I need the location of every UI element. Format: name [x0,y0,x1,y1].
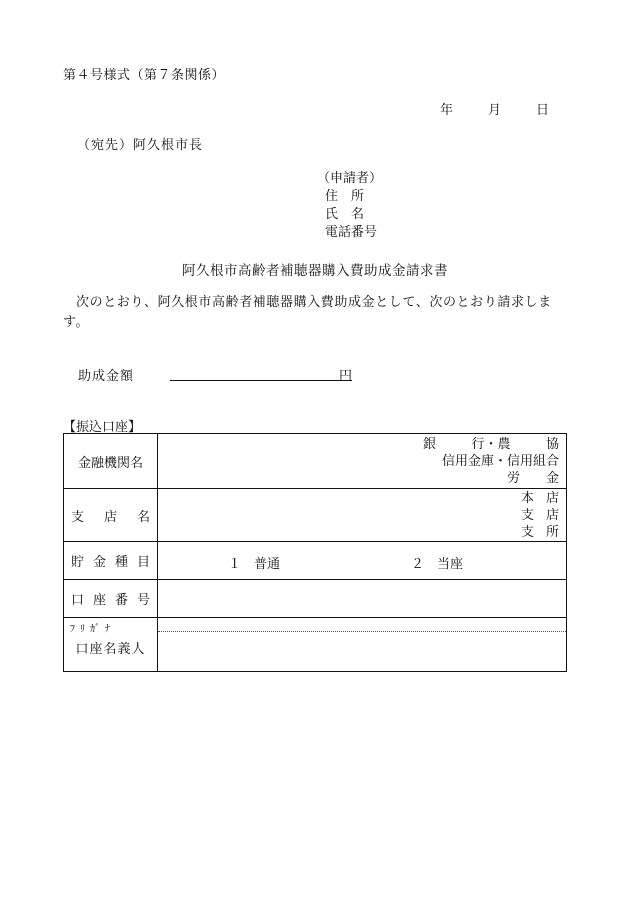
branch-type-main: 本 店 [521,490,559,506]
amount-field[interactable] [170,365,352,384]
holder-label: 口座名義人 [75,642,146,657]
furigana-label: ﾌﾘｶﾞﾅ [70,624,115,635]
addressee: （宛先）阿久根市長 [77,138,204,153]
account-holder-row [64,618,567,672]
bank-row [64,434,567,489]
branch-field[interactable] [158,489,567,542]
account-holder-label [64,618,158,672]
applicant-block [317,170,382,242]
account-holder-field[interactable] [158,618,567,672]
date-line [440,99,549,118]
branch-label: 支 店 名 [64,489,158,542]
bank-types-line2: 信用金庫・信用組合 [441,453,559,469]
deposit-type-ordinary[interactable]: １ 普通 [228,557,281,572]
request-statement: 次のとおり、阿久根市高齢者補聴器購入費助成金として、次のとおり請求します。 [63,295,552,330]
form-number: 第４号様式（第７条関係） [63,68,226,83]
amount-unit: 円 [338,369,352,384]
branch-type-branch: 支 店 [521,507,559,523]
applicant-heading: （申請者） [317,171,383,186]
bank-field[interactable] [158,434,567,489]
document-title: 阿久根市高齢者補聴器購入費助成金請求書 [182,263,448,279]
account-number-row [64,580,567,618]
account-number-label: 口 座 番 号 [64,580,158,618]
bank-types-line1: 銀 行・農 協 [423,436,559,452]
amount-label: 助成金額 [78,369,135,384]
applicant-name-label: 氏 名 [325,207,365,222]
deposit-type-label: 貯 金 種 目 [64,542,158,580]
applicant-address-label: 住 所 [325,189,365,204]
deposit-type-current[interactable]: ２ 当座 [411,557,464,572]
deposit-type-row [64,542,567,580]
branch-row [64,489,567,542]
bank-label: 金融機関名 [64,434,158,489]
bank-types-line3: 労 金 [507,470,559,486]
account-table [63,433,567,672]
furigana-divider [158,631,566,632]
account-heading: 【振込口座】 [63,420,142,435]
branch-type-office: 支 所 [521,524,559,540]
applicant-phone-label: 電話番号 [325,225,378,240]
date-month-label: 月 [488,103,502,118]
account-number-field[interactable] [158,580,567,618]
date-day-label: 日 [536,103,550,118]
date-year-label: 年 [440,103,454,118]
deposit-type-field [158,542,567,580]
